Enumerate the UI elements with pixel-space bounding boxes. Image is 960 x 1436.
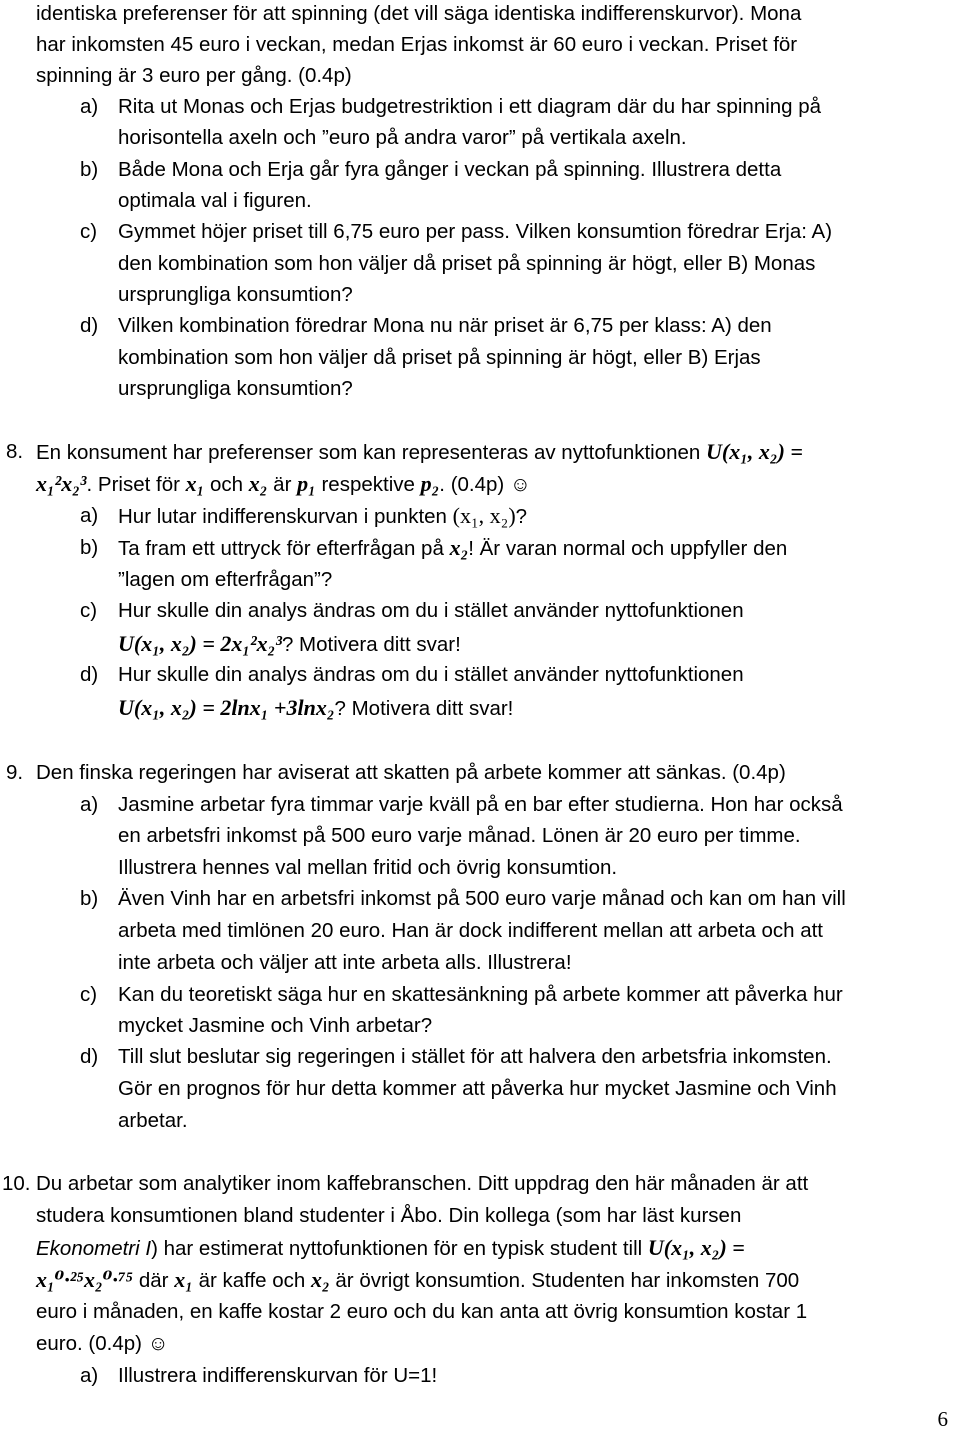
q10-line-1: Du arbetar som analytiker inom kaffebranschen. Ditt uppdrag den här månaden är att <box>36 1172 809 1195</box>
q9-number: 9. <box>6 761 24 784</box>
q10-course-name: Ekonometri I <box>36 1237 152 1260</box>
q8-x2: x₂ <box>248 471 268 496</box>
q8a-text <box>118 500 527 533</box>
q10-utility-lhs: U(x₁, x₂) = <box>647 1235 745 1260</box>
q8d-text-2 <box>118 692 513 725</box>
q7c-label: c) <box>80 220 98 243</box>
q7b-label: b) <box>80 158 99 181</box>
intro-line-3: spinning är 3 euro per gång. (0.4p) <box>36 64 352 87</box>
q8d-motivate: ? Motivera ditt svar! <box>334 697 514 720</box>
q8c-utility: U(x₁, x₂) = 2x₁²x₂³ <box>118 631 282 656</box>
q8c-text-1: Hur skulle din analys ändras om du i stället använder nyttofunktionen <box>118 599 744 622</box>
q8b-text-2: ”lagen om efterfrågan”? <box>118 568 333 591</box>
q10-kaffe: är kaffe och <box>198 1269 306 1292</box>
q7a-text-1: Rita ut Monas och Erjas budgetrestriktion i ett diagram där du har spinning på <box>118 95 822 118</box>
q10-line-4 <box>36 1264 799 1297</box>
q8d-text-1: Hur skulle din analys ändras om du i stället använder nyttofunktionen <box>118 663 744 686</box>
q9c-text-2: mycket Jasmine och Vinh arbetar? <box>118 1014 433 1037</box>
q7c-text-2: den kombination som hon väljer då priset på spinning är högt, eller B) Monas <box>118 252 816 275</box>
q8d-utility: U(x₁, x₂) = 2lnx₁ +3lnx₂ <box>118 695 335 720</box>
q8-line-1-text: En konsument har preferenser som kan representeras av nyttofunktionen <box>36 441 701 464</box>
q8-och: och <box>210 473 244 496</box>
q8-price-text: . Priset för <box>86 473 180 496</box>
q7b-text-2: optimala val i figuren. <box>118 189 312 212</box>
intro-line-2: har inkomsten 45 euro i veckan, medan Erjas inkomst är 60 euro i veckan. Priset för <box>36 33 798 56</box>
q8-utility-lhs: U(x₁, x₂) = <box>706 439 803 464</box>
q8-line-1 <box>36 436 803 469</box>
q7d-label: d) <box>80 314 99 337</box>
q9a-text-3: Illustrera hennes val mellan fritid och övrig konsumtion. <box>118 856 618 879</box>
q9d-text-2: Gör en prognos för hur detta kommer att påverka hur mycket Jasmine och Vinh <box>118 1077 837 1100</box>
q8b-question: Ta fram ett uttryck för efterfrågan på <box>118 537 444 560</box>
q10-x2: x₂ <box>311 1267 330 1292</box>
q8b-question-2: ! Är varan normal och uppfyller den <box>468 537 788 560</box>
q8a-question: Hur lutar indifferenskurvan i punkten <box>118 505 447 528</box>
q8-p1: p₁ <box>297 471 316 496</box>
q7b-text-1: Både Mona och Erja går fyra gånger i veckan på spinning. Illustrera detta <box>118 158 782 181</box>
q8-p2: p₂ <box>420 471 440 496</box>
q8c-motivate: ? Motivera ditt svar! <box>281 633 461 656</box>
q9a-label: a) <box>80 793 99 816</box>
q10-ovrigt: är övrigt konsumtion. Studenten har inkomsten 700 <box>335 1269 800 1292</box>
q8a-label: a) <box>80 504 99 527</box>
q9b-label: b) <box>80 887 99 910</box>
q9b-text-1: Även Vinh har en arbetsfri inkomst på 500 euro varje månad och kan om han vill <box>118 887 846 910</box>
q9a-text-1: Jasmine arbetar fyra timmar varje kväll på en bar efter studierna. Hon har också <box>118 793 843 816</box>
q9c-label: c) <box>80 983 98 1006</box>
q8b-x2: x₂ <box>449 535 469 560</box>
q10-line-2: studera konsumtionen bland studenter i Åbo. Din kollega (som har läst kursen <box>36 1204 742 1227</box>
q10-utility-rhs: x₁⁰·²⁵x₂⁰·⁷⁵ <box>36 1267 134 1292</box>
q8-number: 8. <box>6 440 24 463</box>
q10a-text: Illustrera indifferenskurvan för U=1! <box>118 1364 438 1387</box>
q9d-text-3: arbetar. <box>118 1109 188 1132</box>
q9-line-1: Den finska regeringen har aviserat att skatten på arbete kommer att sänkas. (0.4p) <box>36 761 786 784</box>
q9a-text-2: en arbetsfri inkomst på 500 euro varje månad. Lönen är 20 euro per timme. <box>118 824 801 847</box>
q10-line-3-text: ) har estimerat nyttofunktionen för en typisk student till <box>151 1237 643 1260</box>
q7d-text-2: kombination som hon väljer då priset på spinning är högt, eller B) Erjas <box>118 346 761 369</box>
q8b-label: b) <box>80 536 99 559</box>
q10-line-6: euro. (0.4p) ☺ <box>36 1332 169 1355</box>
q9d-label: d) <box>80 1045 99 1068</box>
q10-line-3 <box>36 1232 745 1265</box>
page-number: 6 <box>937 1407 948 1431</box>
q7a-text-2: horisontella axeln och ”euro på andra varor” på vertikala axeln. <box>118 126 687 149</box>
q10-x1: x₁ <box>174 1267 193 1292</box>
q8a-point: (x₁, x₂) <box>452 503 516 528</box>
q10-line-5: euro i månaden, en kaffe kostar 2 euro och du kan anta att övrig konsumtion kostar 1 <box>36 1300 808 1323</box>
q7d-text-3: ursprungliga konsumtion? <box>118 377 353 400</box>
q8-resp: respektive <box>321 473 415 496</box>
q8b-text-1 <box>118 532 787 565</box>
q9c-text-1: Kan du teoretiskt säga hur en skattesänkning på arbete kommer att påverka hur <box>118 983 843 1006</box>
intro-line-1: identiska preferenser för att spinning (det vill säga identiska indifferenskurvor). Mona <box>36 2 802 25</box>
q8-points: . (0.4p) ☺ <box>439 473 531 496</box>
q7c-text-1: Gymmet höjer priset till 6,75 euro per pass. Vilken konsumtion föredrar Erja: A) <box>118 220 833 243</box>
q7d-text-1: Vilken kombination föredrar Mona nu när priset är 6,75 per klass: A) den <box>118 314 772 337</box>
q8-ar: är <box>273 473 292 496</box>
q9d-text-1: Till slut beslutar sig regeringen i stället för att halvera den arbetsfria inkomsten. <box>118 1045 832 1068</box>
q7a-label: a) <box>80 95 99 118</box>
q7c-text-3: ursprungliga konsumtion? <box>118 283 353 306</box>
q10-dar: där <box>138 1269 169 1292</box>
q8c-text-2 <box>118 628 461 661</box>
q8-line-2 <box>36 468 531 501</box>
q10a-label: a) <box>80 1364 99 1387</box>
q8d-label: d) <box>80 663 99 686</box>
q8-x1: x₁ <box>185 471 205 496</box>
q8a-qmark: ? <box>515 505 528 528</box>
q8c-label: c) <box>80 599 98 622</box>
q10-number: 10. <box>2 1172 31 1195</box>
q9b-text-3: inte arbeta och väljer att inte arbeta alls. Illustrera! <box>118 951 572 974</box>
q9b-text-2: arbeta med timlönen 20 euro. Han är dock indifferent mellan att arbeta och att <box>118 919 824 942</box>
q8-utility-rhs: x₁²x₂³ <box>36 471 87 496</box>
